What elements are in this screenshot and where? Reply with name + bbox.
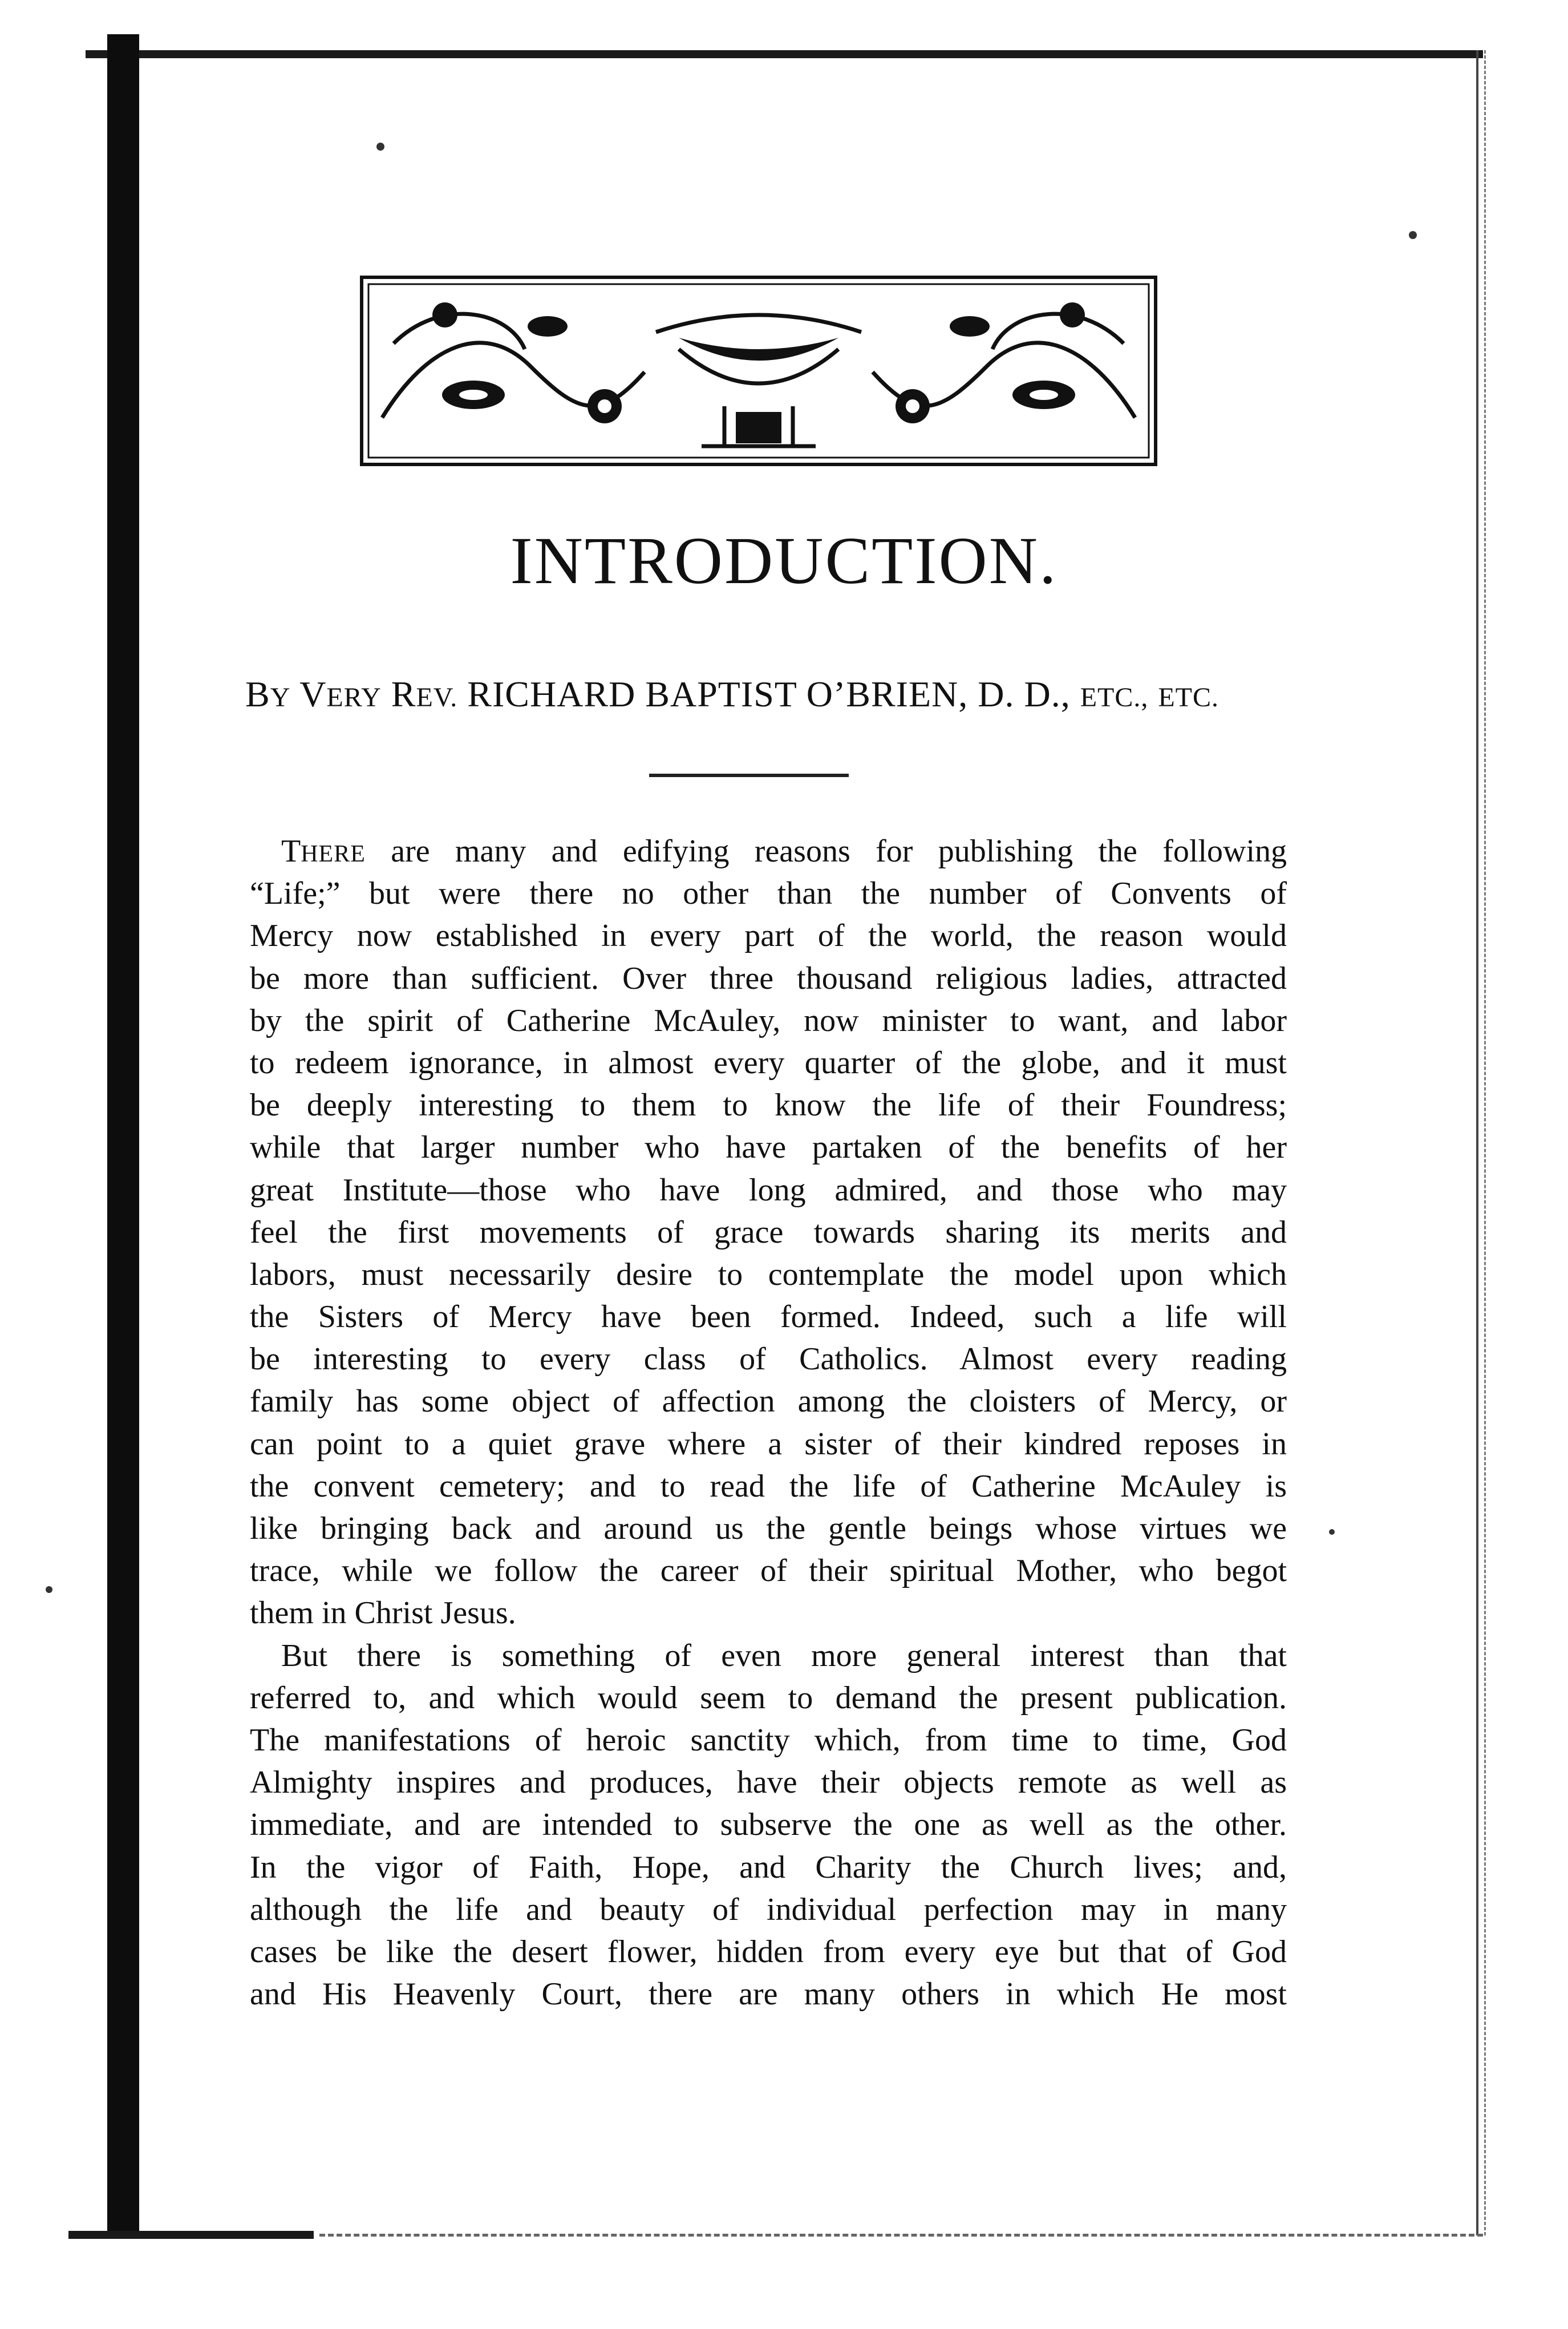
floral-headpiece-ornament (359, 275, 1158, 467)
text-line: referred to, and which would seem to demand the present publication. (250, 1680, 1287, 1716)
text-line: immediate, and are intended to subserve the one as well as the other. (250, 1807, 1287, 1843)
text-line: The manifestations of heroic sanctity which, from time to time, God (250, 1722, 1287, 1758)
byline-rev-initial: R (391, 674, 416, 714)
author-byline (245, 673, 1318, 715)
scan-speck (46, 1586, 52, 1593)
text-line: trace, while we follow the career of their spiritual Mother, who begot (250, 1553, 1287, 1589)
bottom-dashed-edge (319, 2234, 1483, 2237)
text-line: the Sisters of Mercy have been formed. Indeed, such a life will (250, 1299, 1287, 1335)
text-line: cases be like the desert flower, hidden from every eye but that of God (250, 1934, 1287, 1970)
text-line: like bringing back and around us the gentle beings whose virtues we (250, 1511, 1287, 1546)
text-line: In the vigor of Faith, Hope, and Charity the Church lives; and, (250, 1849, 1287, 1885)
body-text (250, 830, 1287, 2015)
byline-author-name: RICHARD BAPTIST O’BRIEN, D. D., (467, 674, 1071, 714)
byline-very-rest: ERY (326, 682, 382, 713)
byline-rev-rest: EV. (416, 682, 458, 713)
paragraph-2-first-line: But there is something of even more general interest than that (281, 1637, 1287, 1673)
page-title: INTRODUCTION. (510, 523, 1058, 598)
section-divider (649, 774, 849, 777)
text-line: Almighty inspires and produces, have their objects remote as well as (250, 1765, 1287, 1801)
text-line: great Institute—those who have long admired, and those who may (250, 1172, 1287, 1208)
top-border-rule (86, 50, 1483, 58)
right-page-edge (1476, 50, 1486, 2235)
text-line: to redeem ignorance, in almost every quarter of the globe, and it must (250, 1045, 1287, 1081)
byline-by-rest: Y (270, 682, 291, 713)
text-line: “Life;” but were there no other than the number of Convents of (250, 876, 1287, 912)
byline-etc-2: ETC. (1158, 682, 1219, 713)
drop-lead-initial: T (281, 834, 301, 869)
scan-speck (376, 143, 384, 151)
text-line: be deeply interesting to them to know the life of their Foundress; (250, 1087, 1287, 1123)
scan-speck (1409, 231, 1417, 239)
text-line: and His Heavenly Court, there are many others in which He most (250, 1976, 1287, 2012)
bottom-border-rule (68, 2231, 314, 2239)
text-line: family has some object of affection among the cloisters of Mercy, or (250, 1384, 1287, 1420)
text-line: Mercy now established in every part of the world, the reason would (250, 918, 1287, 954)
text-line: be interesting to every class of Catholics. Almost every reading (250, 1341, 1287, 1377)
drop-lead-rest: HERE (301, 841, 366, 867)
left-binding-bar (107, 34, 139, 2237)
paragraph-1-first-line (250, 830, 1287, 872)
text-line: by the spirit of Catherine McAuley, now minister to want, and labor (250, 1002, 1287, 1038)
text-line: can point to a quiet grave where a sister of their kindred reposes in (250, 1426, 1287, 1462)
text-line: feel the first movements of grace towards sharing its merits and (250, 1214, 1287, 1250)
text-line: labors, must necessarily desire to contemplate the model upon which (250, 1256, 1287, 1292)
scan-speck (1329, 1529, 1335, 1535)
text-line: them in Christ Jesus. (250, 1595, 516, 1631)
text-line: be more than sufficient. Over three thousand religious ladies, attracted (250, 960, 1287, 996)
text-line: the convent cemetery; and to read the life of Catherine McAuley is (250, 1468, 1287, 1504)
byline-by-initial: B (245, 674, 270, 714)
text-line: although the life and beauty of individual perfection may in many (250, 1891, 1287, 1927)
text-line: while that larger number who have partaken of the benefits of her (250, 1130, 1287, 1166)
byline-etc-1: ETC., (1080, 682, 1149, 713)
byline-very-initial: V (299, 674, 327, 714)
first-line-text: are many and edifying reasons for publishing the following (391, 834, 1287, 869)
